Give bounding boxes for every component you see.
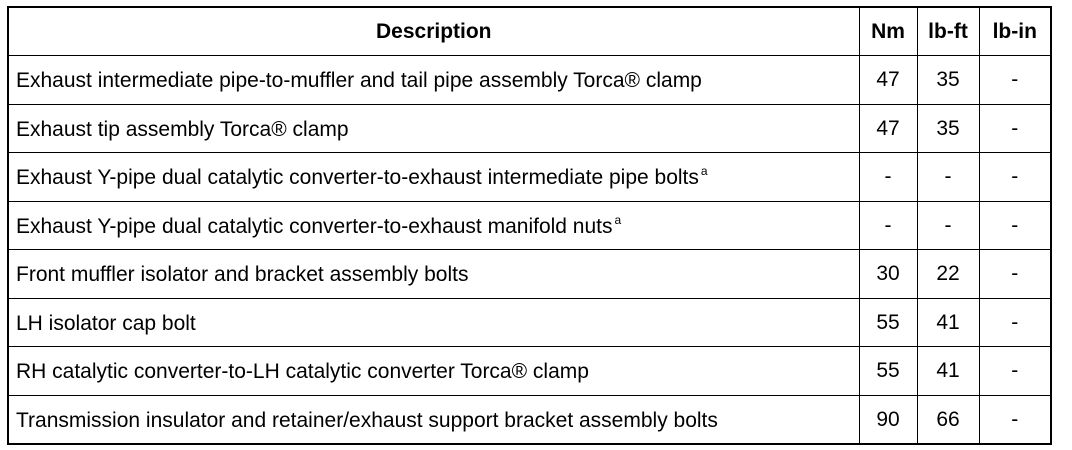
row-description <box>8 153 859 202</box>
row-lb-in: - <box>979 104 1051 153</box>
row-lb-ft: 66 <box>917 395 979 444</box>
header-nm: Nm <box>859 7 917 56</box>
row-nm: - <box>859 153 917 202</box>
description-text: Exhaust tip assembly Torca® clamp <box>16 117 349 141</box>
row-description <box>8 347 859 396</box>
row-lb-ft: - <box>917 201 979 250</box>
table-row <box>8 395 1051 444</box>
header-description: Description <box>8 7 859 56</box>
row-lb-in: - <box>979 250 1051 299</box>
table-row <box>8 104 1051 153</box>
row-lb-ft: 22 <box>917 250 979 299</box>
row-description <box>8 395 859 444</box>
row-description <box>8 250 859 299</box>
table-row <box>8 153 1051 202</box>
row-description <box>8 201 859 250</box>
table-row <box>8 250 1051 299</box>
header-lb-ft: lb-ft <box>917 7 979 56</box>
row-lb-in: - <box>979 153 1051 202</box>
table-row <box>8 56 1051 105</box>
row-lb-ft: 41 <box>917 298 979 347</box>
table-header-row <box>8 7 1051 56</box>
torque-spec-table <box>7 6 1052 445</box>
row-lb-in: - <box>979 298 1051 347</box>
header-lb-in: lb-in <box>979 7 1051 56</box>
row-nm: 55 <box>859 347 917 396</box>
row-description <box>8 298 859 347</box>
row-nm: - <box>859 201 917 250</box>
row-lb-ft: 41 <box>917 347 979 396</box>
description-text: Exhaust intermediate pipe-to-muffler and tail pipe assembly Torca® clamp <box>16 69 702 93</box>
row-description <box>8 56 859 105</box>
row-lb-ft: 35 <box>917 104 979 153</box>
row-lb-in: - <box>979 56 1051 105</box>
description-text: LH isolator cap bolt <box>16 311 196 335</box>
description-text: Front muffler isolator and bracket assembly bolts <box>16 263 469 287</box>
row-lb-in: - <box>979 347 1051 396</box>
row-lb-in: - <box>979 395 1051 444</box>
row-nm: 90 <box>859 395 917 444</box>
row-nm: 30 <box>859 250 917 299</box>
row-nm: 47 <box>859 56 917 105</box>
footnote-marker: a <box>614 212 622 227</box>
row-lb-in: - <box>979 201 1051 250</box>
row-lb-ft: - <box>917 153 979 202</box>
row-nm: 47 <box>859 104 917 153</box>
table-row <box>8 298 1051 347</box>
description-text: Exhaust Y-pipe dual catalytic converter-to-exhaust intermediate pipe bolts <box>16 166 699 190</box>
description-text: Transmission insulator and retainer/exhaust support bracket assembly bolts <box>16 408 718 432</box>
footnote-marker: a <box>700 164 708 179</box>
torque-spec-table-container <box>7 6 1052 445</box>
table-row <box>8 201 1051 250</box>
table-body <box>8 56 1051 445</box>
row-description <box>8 104 859 153</box>
description-text: Exhaust Y-pipe dual catalytic converter-to-exhaust manifold nuts <box>16 214 613 238</box>
row-nm: 55 <box>859 298 917 347</box>
row-lb-ft: 35 <box>917 56 979 105</box>
table-row <box>8 347 1051 396</box>
description-text: RH catalytic converter-to-LH catalytic converter Torca® clamp <box>16 360 589 384</box>
